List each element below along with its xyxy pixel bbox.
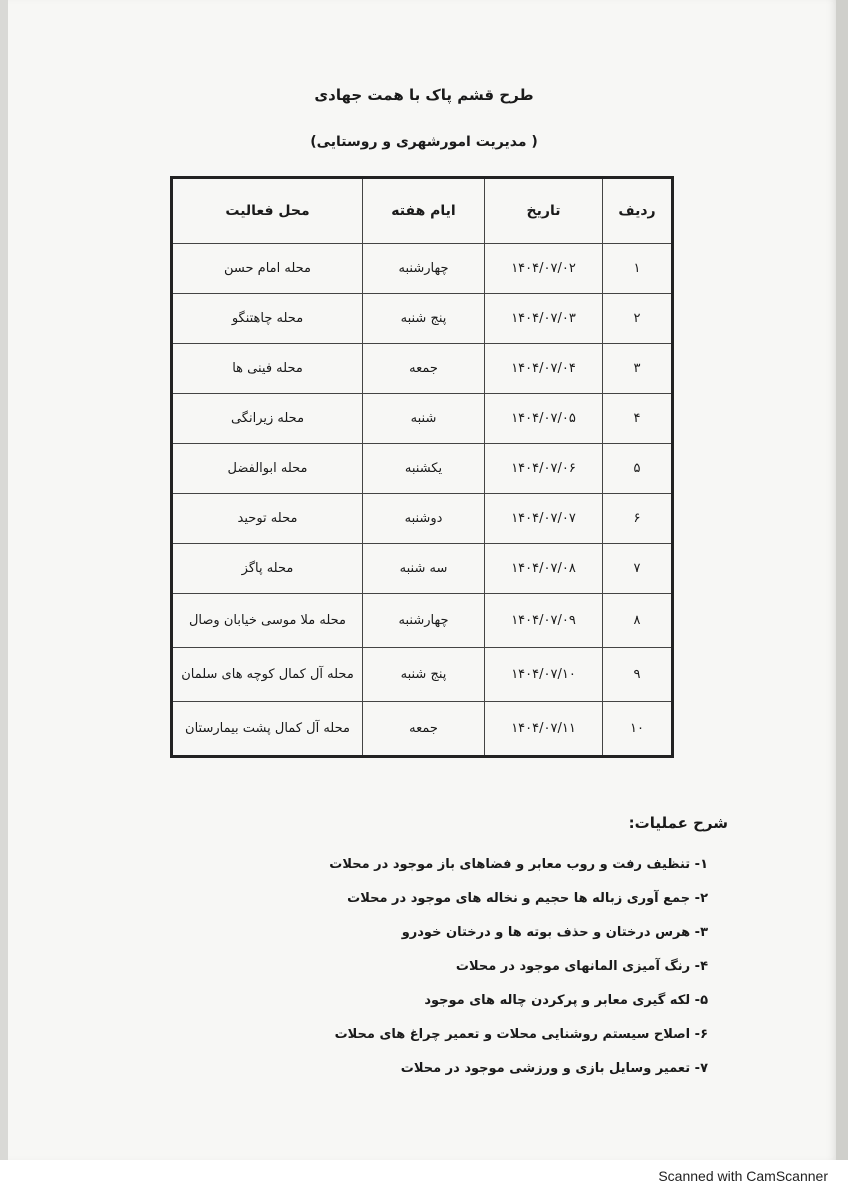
- cell-date: ۱۴۰۴/۰۷/۰۶: [485, 444, 603, 494]
- cell-weekday: جمعه: [363, 344, 485, 394]
- cell-weekday: یکشنبه: [363, 444, 485, 494]
- table-row: [172, 702, 673, 757]
- cell-radif: ۵: [603, 444, 673, 494]
- table-row: [172, 544, 673, 594]
- cell-radif: ۴: [603, 394, 673, 444]
- table-row: [172, 244, 673, 294]
- document-subtitle: ( مدیریت امورشهری و روستایی): [310, 134, 538, 150]
- cell-date: ۱۴۰۴/۰۷/۰۷: [485, 494, 603, 544]
- cell-date: ۱۴۰۴/۰۷/۰۵: [485, 394, 603, 444]
- list-item: ۴- رنگ آمیزی المانهای موجود در محلات: [455, 959, 708, 974]
- cell-radif: ۱: [603, 244, 673, 294]
- schedule-table: [170, 176, 674, 758]
- table-row: [172, 294, 673, 344]
- page-edge: [836, 0, 848, 1160]
- document-title: طرح قشم پاک با همت جهادی: [314, 86, 534, 104]
- cell-date: ۱۴۰۴/۰۷/۰۳: [485, 294, 603, 344]
- cell-weekday: چهارشنبه: [363, 594, 485, 648]
- table-row: [172, 494, 673, 544]
- cell-radif: ۲: [603, 294, 673, 344]
- table-row: [172, 344, 673, 394]
- cell-weekday: پنج شنبه: [363, 294, 485, 344]
- cell-weekday: چهارشنبه: [363, 244, 485, 294]
- header-weekday: ایام هفته: [363, 178, 485, 244]
- header-date: تاریخ: [485, 178, 603, 244]
- list-item: ۳- هرس درختان و حذف بوته ها و درختان خودرو: [401, 925, 708, 940]
- cell-radif: ۱۰: [603, 702, 673, 757]
- cell-date: ۱۴۰۴/۰۷/۰۹: [485, 594, 603, 648]
- list-item: ۶- اصلاح سیستم روشنایی محلات و تعمیر چراغ های محلات: [334, 1027, 708, 1042]
- list-item: ۲- جمع آوری زباله ها حجیم و نخاله های موجود در محلات: [347, 891, 708, 906]
- operations-list: [329, 848, 708, 1086]
- cell-radif: ۳: [603, 344, 673, 394]
- table-header-row: [172, 178, 673, 244]
- cell-location: محله زیرانگی: [172, 394, 363, 444]
- cell-radif: ۷: [603, 544, 673, 594]
- cell-location: محله ملا موسی خیابان وصال: [172, 594, 363, 648]
- list-item: ۵- لکه گیری معابر و پرکردن چاله های موجود: [424, 993, 708, 1008]
- cell-date: ۱۴۰۴/۰۷/۰۲: [485, 244, 603, 294]
- cell-location: محله آل کمال پشت بیمارستان: [172, 702, 363, 757]
- cell-weekday: سه شنبه: [363, 544, 485, 594]
- table-row: [172, 594, 673, 648]
- cell-date: ۱۴۰۴/۰۷/۰۴: [485, 344, 603, 394]
- table-row: [172, 444, 673, 494]
- cell-date: ۱۴۰۴/۰۷/۱۱: [485, 702, 603, 757]
- cell-weekday: پنج شنبه: [363, 648, 485, 702]
- header-location: محل فعالیت: [172, 178, 363, 244]
- header-radif: ردیف: [603, 178, 673, 244]
- cell-radif: ۹: [603, 648, 673, 702]
- cell-location: محله آل کمال کوچه های سلمان: [172, 648, 363, 702]
- table-row: [172, 394, 673, 444]
- cell-location: محله چاهتنگو: [172, 294, 363, 344]
- operations-title: شرح عملیات:: [628, 814, 728, 832]
- scanner-watermark: Scanned with CamScanner: [658, 1168, 828, 1184]
- list-item: ۷- تعمیر وسایل بازی و ورزشی موجود در محلات: [400, 1061, 708, 1076]
- cell-location: محله فینی ها: [172, 344, 363, 394]
- cell-radif: ۶: [603, 494, 673, 544]
- cell-location: محله توحید: [172, 494, 363, 544]
- table-row: [172, 648, 673, 702]
- cell-weekday: دوشنبه: [363, 494, 485, 544]
- cell-radif: ۸: [603, 594, 673, 648]
- list-item: ۱- تنظیف رفت و روب معابر و فضاهای باز موجود در محلات: [329, 857, 708, 872]
- cell-date: ۱۴۰۴/۰۷/۱۰: [485, 648, 603, 702]
- cell-weekday: جمعه: [363, 702, 485, 757]
- cell-date: ۱۴۰۴/۰۷/۰۸: [485, 544, 603, 594]
- cell-location: محله پاگز: [172, 544, 363, 594]
- cell-location: محله ابوالفضل: [172, 444, 363, 494]
- cell-location: محله امام حسن: [172, 244, 363, 294]
- cell-weekday: شنبه: [363, 394, 485, 444]
